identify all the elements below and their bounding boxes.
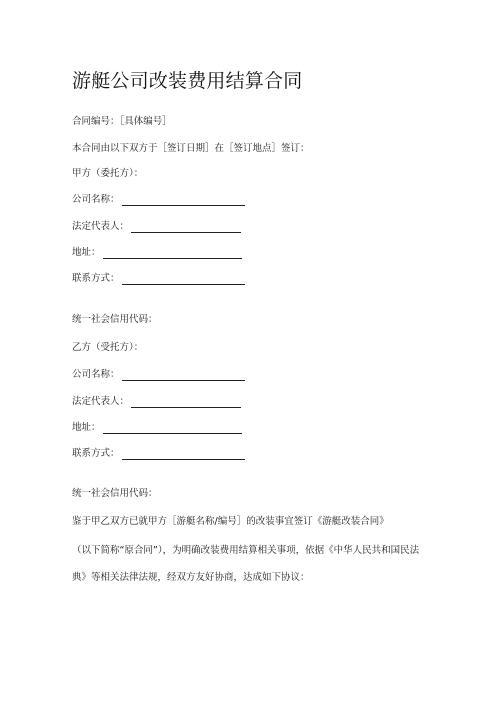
party-b-company-name-label: 公司名称： [72,369,120,380]
party-b-contact-label: 联系方式： [72,448,120,459]
party-a-credit-code: 统一社会信用代码： [72,314,158,325]
party-b-credit-code: 统一社会信用代码： [72,488,158,499]
party-b-company-name-field [72,369,245,381]
party-a-legal-rep-label: 法定代表人： [72,221,130,232]
contract-number: 合同编号：［具体编号］ [72,116,172,127]
party-b-address-blank [103,423,242,434]
party-a-contact-label: 联系方式： [72,273,120,284]
party-b-legal-rep-blank [131,397,241,408]
party-a-address-blank [103,248,242,259]
signing-statement: 本合同由以下双方于［签订日期］在［签订地点］签订： [72,143,310,154]
party-b-contact-field [72,448,245,460]
party-b-heading: 乙方（受托方）： [72,342,144,353]
party-a-company-name-blank [122,195,245,206]
party-a-contact-field [72,273,245,285]
party-a-legal-rep-blank [131,222,241,233]
recital-line-3: 典》等相关法律法规，经双方友好协商，达成如下协议： [72,572,310,583]
party-b-address-label: 地址： [72,422,101,433]
party-a-company-name-label: 公司名称： [72,194,120,205]
party-b-legal-rep-label: 法定代表人： [72,396,130,407]
party-a-contact-blank [122,274,245,285]
party-a-address-field [72,247,242,259]
party-b-address-field [72,422,242,434]
recital-line-1: 鉴于甲乙双方已就甲方［游艇名称/编号］的改装事宜签订《游艇改装合同》 [72,516,389,527]
document-title: 游艇公司改装费用结算合同 [72,70,303,92]
party-b-company-name-blank [122,370,245,381]
party-a-address-label: 地址： [72,247,101,258]
party-b-contact-blank [122,449,245,460]
party-b-legal-rep-field [72,396,241,408]
party-a-company-name-field [72,194,245,206]
party-a-legal-rep-field [72,221,241,233]
recital-line-2: （以下简称“原合同”），为明确改装费用结算相关事项，依据《中华人民共和国民法 [72,545,420,556]
party-a-heading: 甲方（委托方）： [72,168,144,179]
